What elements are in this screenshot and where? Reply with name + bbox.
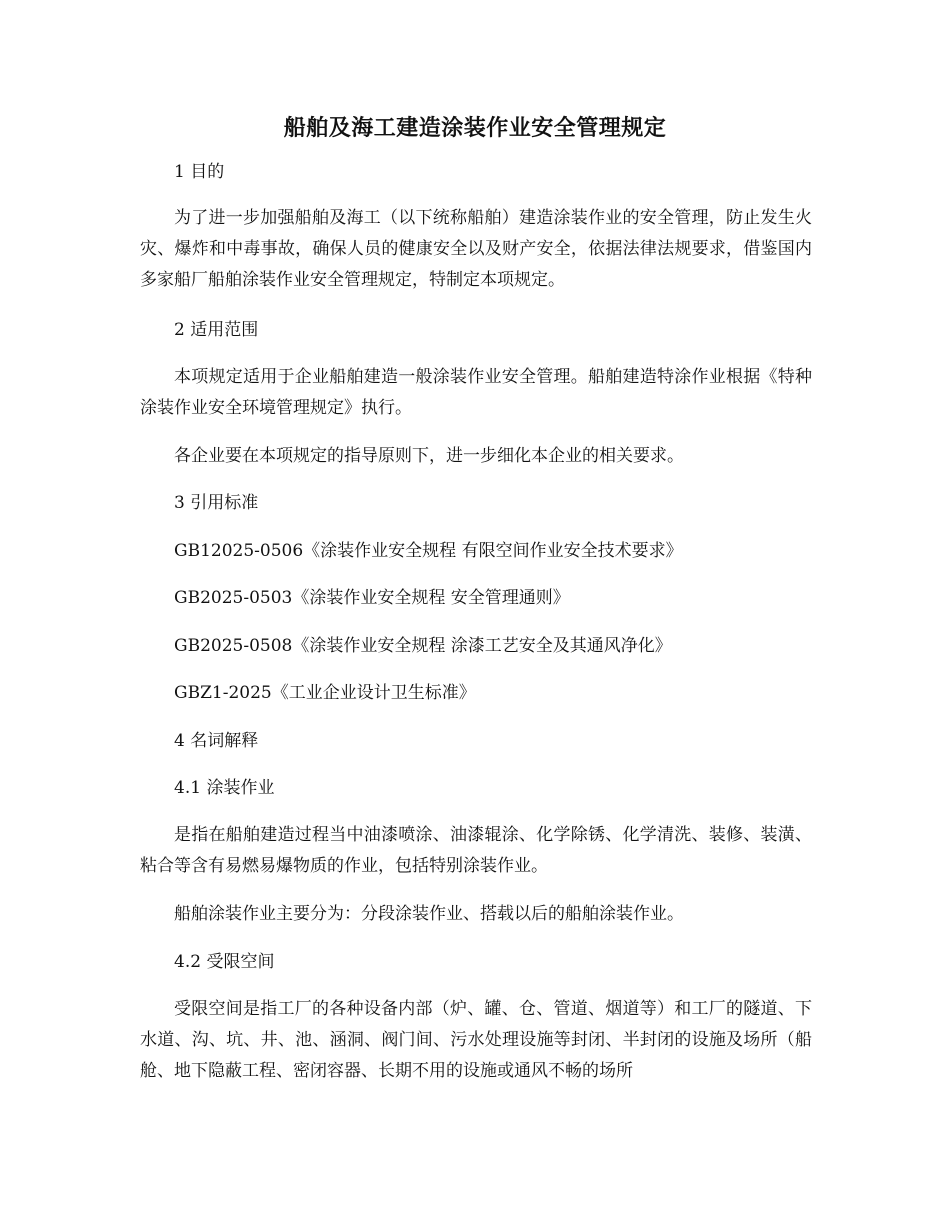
standard-item-1: GB12025-0506《涂装作业安全规程 有限空间作业安全技术要求》 xyxy=(174,541,683,561)
section-1-heading: 1 目的 xyxy=(174,162,225,182)
section-2-paragraph-1: 本项规定适用于企业船舶建造一般涂装作业安全管理。船舶建造特涂作业根据《特种涂装作业安全环境管理规定》执行。 xyxy=(140,367,812,418)
section-1-paragraph: 为了进一步加强船舶及海工（以下统称船舶）建造涂装作业的安全管理，防止发生火灾、爆炸和中毒事故，确保人员的健康安全以及财产安全，依据法律法规要求，借鉴国内多家船厂船舶涂装作业安全管理规定，特制定本项规定。 xyxy=(140,208,812,290)
section-2-paragraph-2: 各企业要在本项规定的指导原则下，进一步细化本企业的相关要求。 xyxy=(174,446,684,466)
section-4-2-paragraph: 受限空间是指工厂的各种设备内部（炉、罐、仓、管道、烟道等）和工厂的隧道、下水道、沟、坑、井、池、涵洞、阀门间、污水处理设施等封闭、半封闭的设施及场所（船舱、地下隐蔽工程、密闭容器、长期不用的设施或通风不畅的场所 xyxy=(140,999,812,1081)
standard-item-4: GBZ1-2025《工业企业设计卫生标准》 xyxy=(174,683,476,703)
section-4-1-paragraph-1: 是指在船舶建造过程当中油漆喷涂、油漆辊涂、化学除锈、化学清洗、装修、装潢、粘合等含有易燃易爆物质的作业，包括特别涂装作业。 xyxy=(140,825,812,876)
section-3-heading: 3 引用标准 xyxy=(174,493,259,513)
section-4-heading: 4 名词解释 xyxy=(174,731,259,751)
standard-item-3: GB2025-0508《涂装作业安全规程 涂漆工艺安全及其通风净化》 xyxy=(174,636,672,656)
standard-item-2: GB2025-0503《涂装作业安全规程 安全管理通则》 xyxy=(174,588,570,608)
section-4-2-heading: 4.2 受限空间 xyxy=(174,952,275,972)
section-4-1-heading: 4.1 涂装作业 xyxy=(174,778,275,798)
section-2-heading: 2 适用范围 xyxy=(174,320,259,340)
section-4-1-paragraph-2: 船舶涂装作业主要分为：分段涂装作业、搭载以后的船舶涂装作业。 xyxy=(174,904,684,924)
document-title: 船舶及海工建造涂装作业安全管理规定 xyxy=(283,115,667,141)
